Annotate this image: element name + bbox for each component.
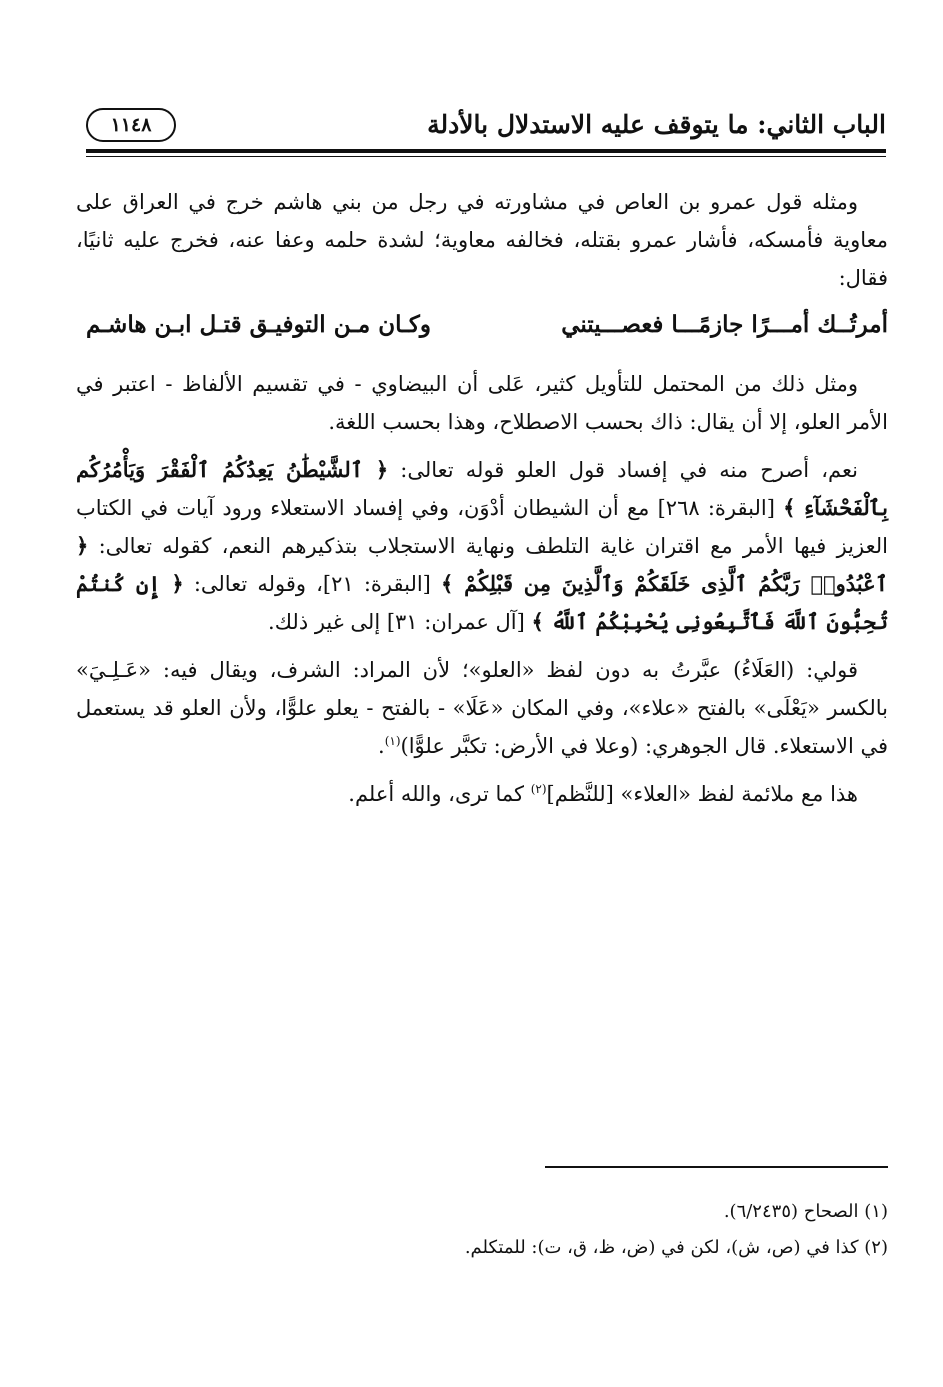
header-rule-thin [86, 156, 886, 157]
page-header [86, 108, 886, 152]
quran-verse-2: ﴿ ٱعْبُدُوا۟ رَبَّكُمُ ٱلَّذِى خَلَقَكُمْ وَٱلَّذِينَ مِن قَبْلِكُمْ ﴾ [76, 533, 888, 596]
quran-verse-3: ﴿ إِن كُنتُمْ تُحِبُّونَ ٱللَّهَ فَٱتَّبِعُونِى يُحْبِبْكُمُ ٱللَّهُ ﴾ [76, 571, 888, 634]
p4-end: . [378, 734, 385, 758]
footnote-separator [545, 1166, 888, 1168]
paragraph-1: ومثله قول عمرو بن العاص في مشاورته في رجل من بني هاشم خرج في العراق على معاوية فأمسكه، فأشار عمرو بقتله، فخالفه معاوية؛ لشدة حلمه وعفا عنه، فخرج عليه ثانيًا، فقال: [76, 190, 888, 290]
p4-text: قولي: (العَلَاءُ) عبَّرتُ به دون لفظ «العلو»؛ لأن المراد: الشرف، ويقال فيه: «عَـلِـيَ» بالكسر «يَعْلَى» بالفتح «علاء»، وفي المكان «عَلَا» - بالفتح - يعلو علوًّا، ولأن العلو قد يستعمل في الاستعلاء. قال الجوهري: (وعلا في الأرض: تكبَّر علوًّا) [76, 658, 888, 758]
p5-text: هذا مع ملائمة لفظ «العلاء» [للنَّظم] [546, 782, 858, 806]
p3-text-3: [البقرة: ٢١]، وقوله تعالى: [193, 572, 431, 596]
footnotes [76, 1194, 888, 1266]
chapter-title: الباب الثاني: ما يتوقف عليه الاستدلال بالأدلة [427, 110, 886, 139]
paragraph-2: ومثل ذلك من المحتمل للتأويل كثير، عَلى أن البيضاوي - في تقسيم الألفاظ - اعتبر في الأمر العلو، إلا أن يقال: ذاك بحسب الاصطلاح، وهذا بحسب اللغة. [76, 372, 888, 434]
header-rule-thick [86, 149, 886, 153]
p3-text-4: [آل عمران: ٣١] إلى غير ذلك. [268, 610, 525, 634]
page-body [76, 183, 888, 813]
verse-first-hemistich: أمرتُــك أمـــرًا جازمًـــا فعصـــيتني [561, 311, 888, 338]
p3-text-2: [البقرة: ٢٦٨] مع أن الشيطان أدْوَن، وفي إفساد الاستعلاء ورود آيات في الكتاب العزيز فيها الأمر مع اقتران غاية التلطف ونهاية الاستجلاب بتذكيرهم النعم، كقوله تعالى: [76, 496, 888, 558]
footnote-2: (٢) كذا في (ص، ش)، لكن في (ض، ظ، ق، ت): للمتكلم. [464, 1237, 888, 1258]
footnote-1: (١) الصحاح (٦/٢٤٣٥). [723, 1201, 888, 1222]
paragraph-5 [76, 775, 888, 813]
poetry-verse [76, 303, 888, 351]
footnote-ref-1[interactable]: (١) [384, 734, 401, 748]
paragraph-4 [76, 651, 888, 765]
page-number-badge: ١١٤٨ [86, 108, 176, 142]
p3-text-1: نعم، أصرح منه في إفساد قول العلو قوله تعالى: [400, 458, 858, 482]
paragraph-3 [76, 451, 888, 641]
footnote-ref-2[interactable]: (٢) [530, 782, 547, 796]
p5-end: كما ترى، والله أعلم. [348, 782, 531, 806]
quran-verse-1: ﴿ ٱلشَّيْطَٰنُ يَعِدُكُمُ ٱلْفَقْرَ وَيَأْمُرُكُم بِٱلْفَحْشَآءِ ﴾ [76, 457, 888, 520]
verse-second-hemistich: وكـان مـن التوفيـق قتـل ابـن هاشـم [86, 311, 431, 338]
